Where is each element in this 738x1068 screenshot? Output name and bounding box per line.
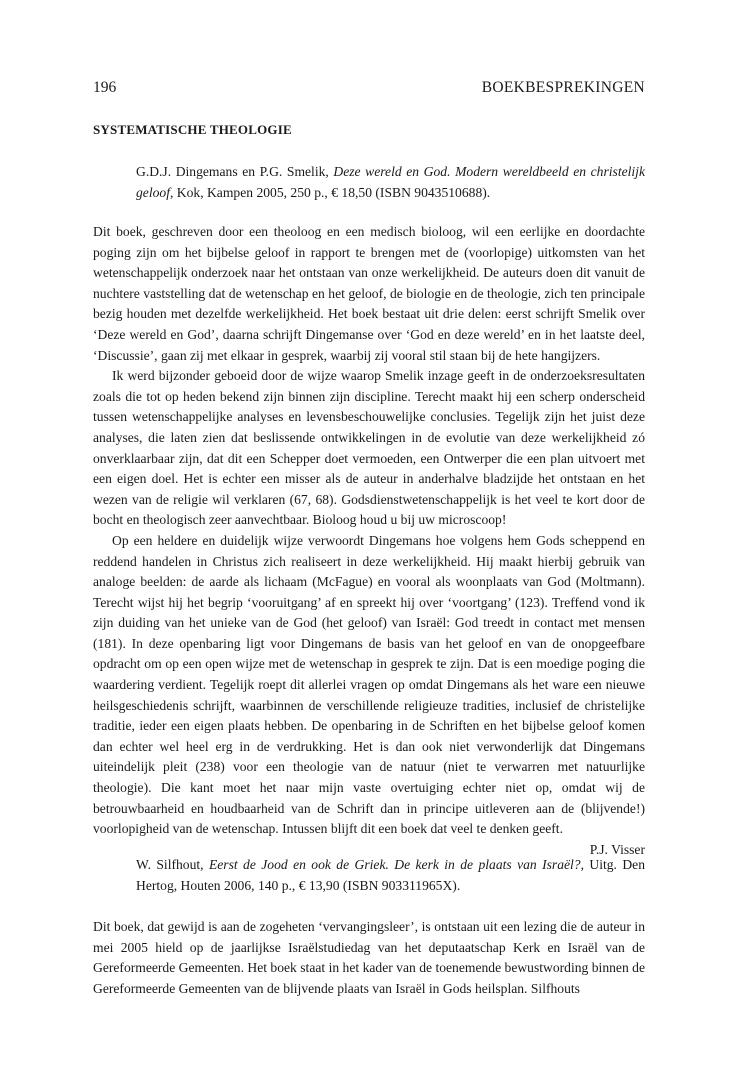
review-paragraph: Ik werd bijzonder geboeid door de wijze waarop Smelik inzage geeft in de onderzoeksresultaten zoals die tot op heden bekend zijn binnen zijn discipline. Terecht maakt hij een scherp onderscheid tussen wetenschappelijke analyses en levensbeschouwelijke conclusies. Tegelijk zijn het juist deze analyses, die laten zien dat beslissende ontwikkelingen in de evolutie van deze werkelijkheid zó onverklaarbaar zijn, dat dit een Schepper doet vermoeden, een Ontwerper die een plan uitvoert met een eigen doel. Het is echter een misser als de auteur in anderhalve bladzijde het ontstaan en het wezen van de religie wil verklaren (67, 68). Godsdienstwetenschappelijk is het veel te kort door de bocht en theologisch zeer aanvechtbaar. Bioloog houd u bij uw microscoop! <box>93 368 645 528</box>
review-paragraph: Op een heldere en duidelijk wijze verwoordt Dingemans hoe volgens hem Gods scheppend en reddend handelen in Christus zich realiseert in deze werkelijkheid. Hij maakt hierbij gebruik van analoge beelden: de aarde als lichaam (McFague) en vooral als woonplaats van God (Moltmann). Terecht wijst hij het begrip ‘vooruitgang’ af en spreekt hij over ‘voortgang’ (123). Treffend vond ik zijn duiding van het unieke van de God (het geloof) van Israël: God treedt in contact met mensen (181). In deze openbaring ligt voor Dingemans de basis van het geloof en van de onopgeefbare opdracht om op een open wijze met de wetenschap in gesprek te zijn. Dat is een moedige poging die waardering verdient. Tegelijk roept dit allerlei vragen op omdat Dingemans als het ware een nieuwe heilsgeschiedenis schrijft, waarbinnen de verschillende religieuze tradities, inclusief de christelijke traditie, ieder een eigen plaats hebben. De openbaring in de Schriften en het bijbelse geloof komen dan echter wel heel erg in de verdrukking. Het is dan ook niet verwonderlijk dat Dingemans uiteindelijk pleit (238) voor een theologie van de natuur (niet te verwarren met natuurlijke theologie). Die kant moet het naar mijn vaste overtuiging echter niet op, omdat wij de betrouwbaarheid en houdbaarheid van de Schrift dan in principe uitleveren aan de (blijvende!) voorlopigheid van de wetenschap. Intussen blijft dit een boek dat veel te denken geeft. <box>93 532 645 837</box>
page-number: 196 <box>93 79 117 96</box>
review-paragraph: Dit boek, geschreven door een theoloog en een medisch bioloog, wil een eerlijke en doordachte poging zijn om het bijbelse geloof in rapport te brengen met de (voorlopige) uitkomsten van het wetenschappelijk onderzoek naar het ontstaan van onze werkelijkheid. De auteurs doen dit vanuit de nuchtere vaststelling dat de wetenschap en het geloof, de biologie en de theologie, zich ten principale bezig houden met dezelfde werkelijkheid. Het boek bestaat uit drie delen: eerst schrijft Smelik over ‘Deze wereld en God’, daarna schrijft Dingemanse over ‘God en deze wereld’ en in het laatste deel, ‘Discussie’, gaan zij met elkaar in gesprek, waarbij zij vooral stil staan bij de hete hangijzers. <box>93 224 645 363</box>
book-citation <box>136 162 645 203</box>
section-heading: SYSTEMATISCHE THEOLOGIE <box>93 122 292 137</box>
citation-title: Deze wereld en God. Modern wereldbeeld en christelijk geloof <box>136 164 645 200</box>
reviewer-signature: P.J. Visser <box>589 841 645 857</box>
review-paragraph: Dit boek, dat gewijd is aan de zogeheten ‘vervangingsleer’, is ontstaan uit een lezing die de auteur in mei 2005 hield op de jaarlijkse Israëlstudiedag van het deputaatschap Kerk en Israël van de Gereformeerde Gemeenten. Het boek staat in het kader van de toenemende bewustwording binnen de Gereformeerde Gemeenten van de blijvende plaats van Israël in Gods heilsplan. Silfhouts <box>93 919 645 996</box>
review-dingemans-smelik <box>93 162 645 860</box>
citation-details: , Kok, Kampen 2005, 250 p., € 18,50 (ISBN 9043510688). <box>169 184 491 200</box>
book-citation <box>136 855 645 896</box>
citation-details: , Uitg. Den Hertog, Houten 2006, 140 p., € 13,90 (ISBN 903311965X). <box>136 857 645 893</box>
review-body <box>93 917 645 999</box>
review-silfhout <box>93 855 645 999</box>
citation-title: Eerst de Jood en ook de Griek. De kerk in de plaats van Israël? <box>208 857 581 872</box>
running-head <box>93 77 645 99</box>
running-title: BOEKBESPREKINGEN <box>481 79 645 96</box>
citation-authors: W. Silfhout, <box>136 857 209 872</box>
citation-authors: G.D.J. Dingemans en P.G. Smelik, <box>136 164 334 179</box>
review-body <box>93 222 645 860</box>
